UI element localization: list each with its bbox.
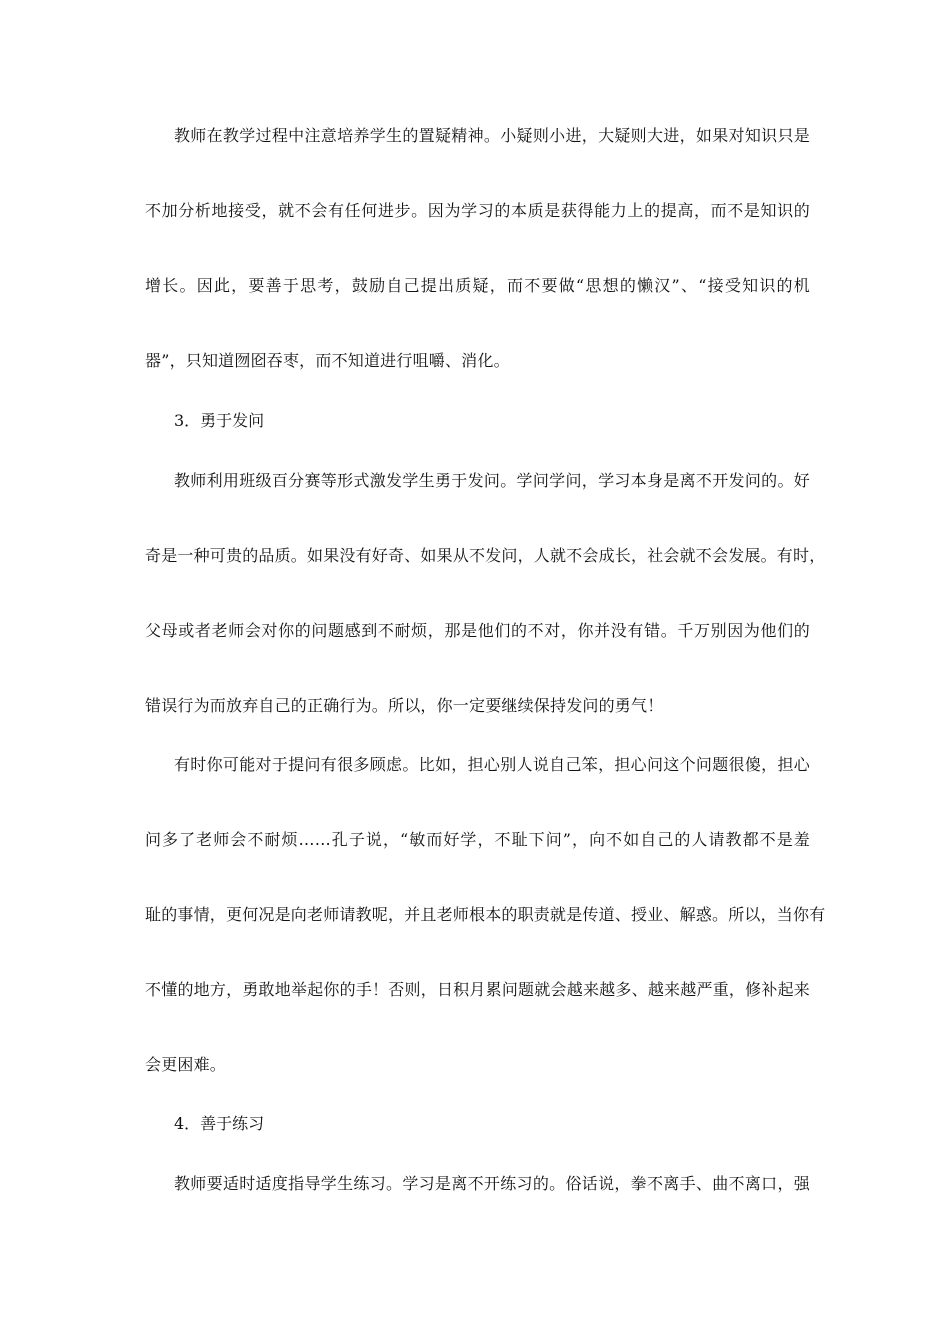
paragraph-1-line-1: 教师在教学过程中注意培养学生的置疑精神。小疑则小进，大疑则大进，如果对知识只是: [174, 126, 810, 145]
paragraph-2-line-2: 奇是一种可贵的品质。如果没有好奇、如果从不发问，人就不会成长，社会就不会发展。有时，: [145, 546, 826, 565]
paragraph-1-line-4: 器”，只知道囫囵吞枣，而不知道进行咀嚼、消化。: [145, 351, 510, 370]
paragraph-3-line-4: 不懂的地方，勇敢地举起你的手！否则，日积月累问题就会越来越多、越来越严重，修补起来: [145, 980, 810, 999]
paragraph-3-line-1: 有时你可能对于提问有很多顾虑。比如，担心别人说自己笨，担心问这个问题很傻，担心: [174, 755, 810, 774]
section-heading-4: 4．善于练习: [174, 1114, 265, 1133]
paragraph-2-line-1: 教师利用班级百分赛等形式激发学生勇于发问。学问学问，学习本身是离不开发问的。好: [174, 471, 810, 490]
paragraph-3-line-3: 耻的事情，更何况是向老师请教呢，并且老师根本的职责就是传道、授业、解惑。所以，当你有: [145, 905, 826, 924]
paragraph-4-line-1: 教师要适时适度指导学生练习。学习是离不开练习的。俗话说，拳不离手、曲不离口，强: [174, 1174, 810, 1193]
paragraph-3-line-5: 会更困难。: [145, 1055, 227, 1074]
paragraph-2-line-3: 父母或者老师会对你的问题感到不耐烦，那是他们的不对，你并没有错。千万别因为他们的: [145, 621, 810, 640]
paragraph-1-line-3: 增长。因此，要善于思考，鼓励自己提出质疑，而不要做“思想的懒汉”、“接受知识的机: [145, 276, 810, 295]
paragraph-1-line-2: 不加分析地接受，就不会有任何进步。因为学习的本质是获得能力上的提高，而不是知识的: [145, 201, 810, 220]
paragraph-3-line-2: 问多了老师会不耐烦……孔子说，“敏而好学，不耻下问”，向不如自己的人请教都不是羞: [145, 830, 810, 849]
paragraph-2-line-4: 错误行为而放弃自己的正确行为。所以，你一定要继续保持发问的勇气！: [145, 696, 664, 715]
section-heading-3: 3．勇于发问: [174, 411, 265, 430]
